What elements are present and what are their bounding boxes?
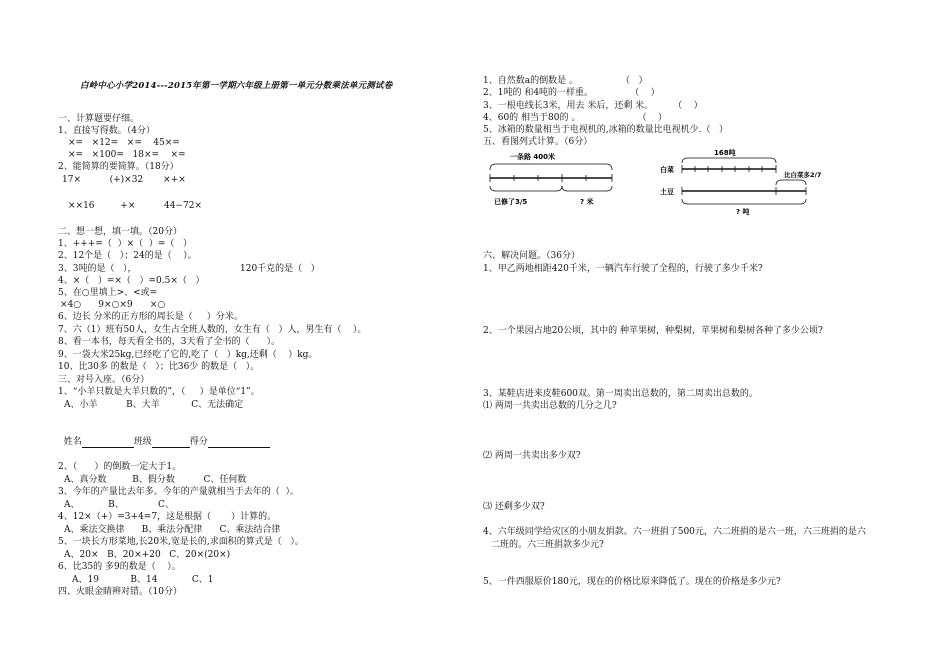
road-total-label: 一条路 400米 bbox=[510, 153, 556, 161]
right-line-p3b: ⑵ 两周一共卖出多少双? bbox=[483, 451, 581, 461]
road-top-brace bbox=[490, 164, 612, 170]
cabbage-brace bbox=[682, 158, 776, 163]
left-line-f9: 9、一袋大米25kg,已经吃了它的,吃了（ ）kg,还剩（ ）kg。 bbox=[58, 350, 318, 360]
left-line-c2: 2、（ ）的倒数一定大于1。 bbox=[58, 462, 182, 472]
right-line-j5: 5、冰箱的数量相当于电视机的,冰箱的数量比电视机少.（ ） bbox=[483, 125, 729, 135]
cabbage-potato-diagram bbox=[660, 147, 840, 217]
left-line-c2o: A、真分数 B、假分数 C、任何数 bbox=[64, 475, 247, 485]
left-line-c3o: A、 B、 C、 bbox=[64, 500, 174, 510]
left-line-f10: 10、比30多 的数是（ ）；比36少 的数是（ ）。 bbox=[58, 362, 260, 372]
score-label: 得分 bbox=[189, 437, 208, 447]
score-blank[interactable] bbox=[208, 438, 270, 448]
right-line-p5: 5、一件西服原价180元，现在的价格比原来降低了。现在的价格是多少元? bbox=[483, 577, 781, 587]
left-line-s2: 二、想一想，填一填。（20分） bbox=[58, 227, 182, 237]
right-line-p3a: ⑴ 两周一共卖出总数的几分之几? bbox=[483, 401, 617, 411]
cabbage-label: 白菜 bbox=[660, 166, 674, 174]
right-line-j4: 4、60的 相当于80的 。 （ ） bbox=[483, 113, 668, 123]
left-line-c5o: A、20× B、20×+20 C、20×(20×) bbox=[64, 550, 231, 560]
left-line-f6: 6、边长 分米的正方形的周长是（ ）分米。 bbox=[58, 312, 243, 322]
right-line-p4b: 二班的。六三班捐款多少元? bbox=[491, 540, 604, 550]
road-diagram bbox=[486, 150, 616, 212]
page-title: 白岭中心小学2014---2015年第一学期六年级上册第一单元分数乘法单元测试卷 bbox=[80, 81, 393, 91]
left-line-f3: 3、3吨的是（ ）， bbox=[58, 264, 137, 274]
potato-extra-label: 比白菜多2/7 bbox=[784, 171, 822, 179]
left-line-c6o: A、19 B、14 C、1 bbox=[72, 575, 214, 585]
left-line-c4: 4、12×（+）=3+4=7，这是根据（ ）计算的。 bbox=[58, 512, 277, 522]
left-line-c6: 6、比35的 多9的数是（ ）。 bbox=[58, 562, 181, 572]
road-remaining-brace bbox=[562, 186, 612, 191]
right-line-s5: 五、看图列式计算。（6分） bbox=[483, 137, 593, 147]
name-label: 姓名 bbox=[63, 437, 82, 447]
left-line-s3: 三、对号入座。（6分） bbox=[58, 375, 150, 385]
left-line-c1o: A、小羊 B、大羊 C、无法确定 bbox=[64, 400, 244, 410]
left-line-c3: 3、今年的产量比去年多。今年的产量就相当于去年的（ ）。 bbox=[58, 487, 299, 497]
road-remaining-label: ? 米 bbox=[580, 198, 594, 206]
road-built-label: 已修了3/5 bbox=[494, 198, 528, 206]
potato-extra-brace bbox=[776, 180, 806, 185]
right-line-p1: 1、甲乙两地相距420千米，一辆汽车行驶了全程的，行驶了多少千米? bbox=[483, 264, 763, 274]
left-line-f8: 8、看一本书，每天看全书的，3天看了全书的（ ）。 bbox=[58, 337, 281, 347]
left-line-q1: 1、直接写得数。（4分） bbox=[58, 126, 155, 136]
potato-label: 土豆 bbox=[660, 188, 674, 196]
right-line-p2: 2、一个果园占地20公顷，其中的 种苹果树，种梨树，苹果树和梨树各种了多少公顷? bbox=[483, 326, 823, 336]
cabbage-total-label: 168吨 bbox=[714, 149, 736, 157]
left-line-f1: 1、+++=（ ）×（ ）=（ ） bbox=[58, 239, 192, 249]
class-blank[interactable] bbox=[152, 438, 190, 448]
left-line-f4: 4、×（ ）=×（ ）=0.5×（ ） bbox=[58, 276, 205, 286]
class-label: 班级 bbox=[133, 437, 152, 447]
potato-total-brace bbox=[682, 199, 806, 204]
left-line-q2: 2、能简算的要简算。（18分） bbox=[58, 162, 179, 172]
left-line-c1: 1、“小羊只数是大羊只数的”，（ ）是单位“1”。 bbox=[58, 387, 260, 397]
left-line-s1: 一、计算题要仔细。 bbox=[58, 114, 140, 124]
left-line-f7: 7、六（1）班有50人，女生占全班人数的，女生有（ ）人，男生有（ ）。 bbox=[58, 325, 367, 335]
left-line-q2a: 17× (+)×32 ×+× bbox=[62, 175, 186, 185]
left-line-c4o: A、乘法交换律 B、乘法分配律 C、乘法结合律 bbox=[64, 525, 281, 535]
name-blank[interactable] bbox=[82, 438, 134, 448]
student-info-line bbox=[58, 426, 270, 448]
right-line-j3: 3、一根电线长3米，用去 米后，还剩 米。 （ ） bbox=[483, 101, 703, 111]
left-line-f5a: ×4○ 9×○×9 ×○ bbox=[60, 300, 166, 310]
left-line-f3b: 120千克的是（ ） bbox=[240, 264, 320, 274]
road-built-brace bbox=[490, 186, 562, 191]
right-line-j1: 1、自然数a的倒数是 。 （ ） bbox=[483, 76, 648, 86]
right-line-j2: 2、1吨的 和4吨的一样重。 （ ） bbox=[483, 88, 660, 98]
right-line-p4: 4、六年级同学给灾区的小朋友捐款。六一班捐了500元，六二班捐的是六一班，六三班捐的是六 bbox=[483, 527, 866, 537]
left-line-q1a: ×= ×12= ×= 45×= bbox=[68, 138, 180, 148]
right-line-p3c: ⑶ 还剩多少双? bbox=[483, 502, 545, 512]
left-line-s4: 四、火眼金睛辨对错。（10分） bbox=[58, 587, 182, 597]
right-line-s6: 六、解决问题。（36分） bbox=[483, 251, 580, 261]
left-line-c5: 5、一块长方形菜地,长20米,宽是长的,求面积的算式是（ ）。 bbox=[58, 537, 304, 547]
left-line-f2: 2、12个是（ ）；24的是（ ）。 bbox=[58, 251, 197, 261]
right-line-p3: 3、某鞋店进来皮鞋600双。第一周卖出总数的，第二周卖出总数的。 bbox=[483, 389, 758, 399]
potato-total-label: ? 吨 bbox=[736, 208, 750, 216]
left-line-q1b: ×= ×100= 18×= ×= bbox=[68, 150, 186, 160]
left-line-f5: 5、在○里填上>、<或= bbox=[58, 288, 158, 298]
left-line-q2b: ××16 +× 44−72× bbox=[68, 201, 202, 211]
